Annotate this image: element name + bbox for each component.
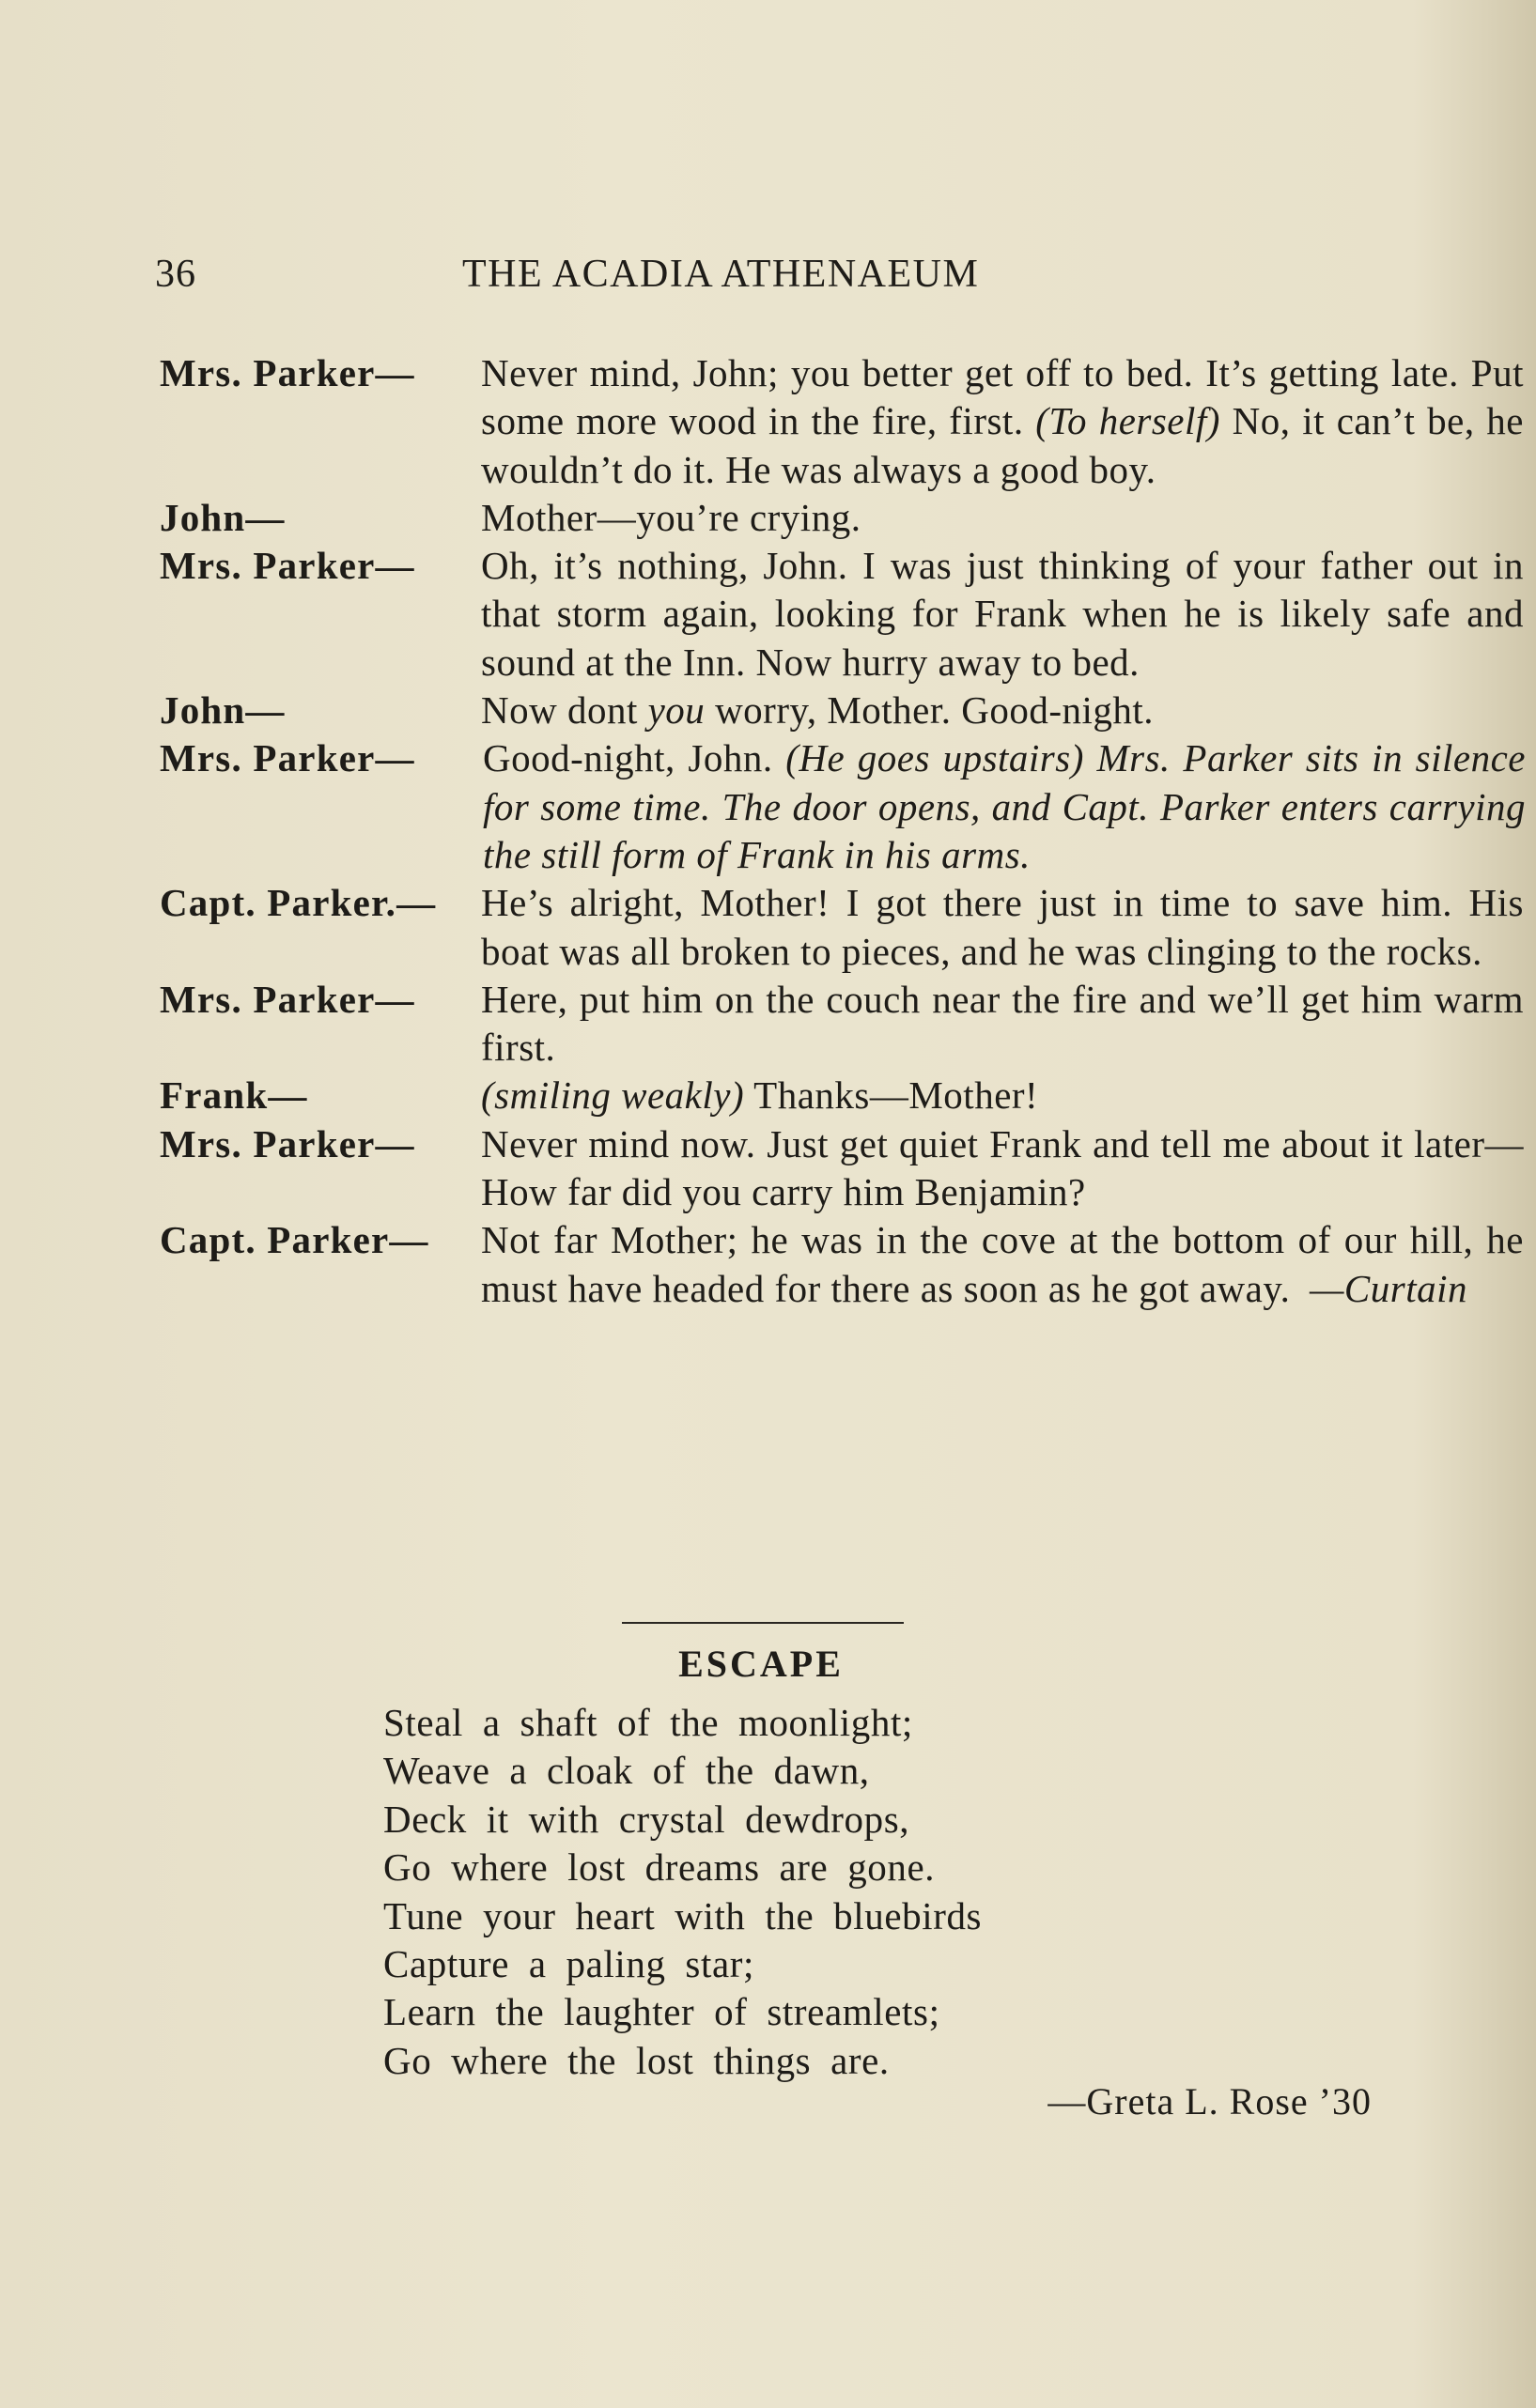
dialogue-line xyxy=(160,976,1524,1073)
poem-line: Capture a paling star; xyxy=(383,1942,755,1986)
dialogue-line xyxy=(160,494,1372,542)
speaker-name: John— xyxy=(160,495,286,539)
poem-attribution: —Greta L. Rose ’30 xyxy=(1047,2080,1372,2122)
speaker-name: Mrs. Parker— xyxy=(160,977,415,1021)
dialogue-line xyxy=(160,542,1524,687)
speech-text: Never mind, John; you better get off to bed. It’s getting late. Put some more wood in the fire, first. (To herself) No, it can’t be, he wouldn’t do it. He was always a good boy. xyxy=(481,351,1524,491)
speech-text: Now dont you worry, Mother. Good-night. xyxy=(481,688,1155,733)
poem-body xyxy=(383,1699,1229,2085)
speech-text: Mother—you’re crying. xyxy=(481,495,861,539)
poem-line: Learn the laughter of streamlets; xyxy=(383,1990,940,2034)
section-divider xyxy=(622,1622,904,1624)
page-number: 36 xyxy=(155,253,196,296)
dialogue-line xyxy=(160,687,1372,734)
page-header xyxy=(155,252,1094,304)
running-title: THE ACADIA ATHENAEUM xyxy=(462,253,980,296)
curtain-cue: —Curtain xyxy=(1309,1266,1467,1310)
dialogue-line xyxy=(160,879,1524,976)
speech-text: (smiling weakly) Thanks—Mother! xyxy=(481,1073,1039,1118)
speaker-name: Frank— xyxy=(160,1073,308,1118)
speaker-name: Capt. Parker.— xyxy=(160,881,437,925)
poem-line: Go where the lost things are. xyxy=(383,2038,890,2082)
speech-text: He’s alright, Mother! I got there just in time to save him. His boat was all broken to pieces, and he was clinging to the rocks. xyxy=(481,881,1524,973)
stage-direction: (smiling weakly) xyxy=(481,1073,745,1118)
speaker-name: Capt. Parker— xyxy=(160,1218,429,1262)
speech-text: Not far Mother; he was in the cove at the bottom of our hill, he must have headed for there as soon as he got away. —Curtain xyxy=(481,1216,1524,1313)
poem-line: Go where lost dreams are gone. xyxy=(383,1845,936,1890)
speech-text: Good-night, John. (He goes upstairs) Mrs. Parker sits in silence for some time. The door opens, and Capt. Parker enters carrying the still form of Frank in his arms. xyxy=(483,736,1527,876)
speaker-name: Mrs. Parker— xyxy=(160,1121,415,1165)
speech-text: Here, put him on the couch near the fire and we’ll get him warm first. xyxy=(481,977,1524,1070)
speaker-name: John— xyxy=(160,688,286,733)
speech-text: Never mind now. Just get quiet Frank and tell me about it later—How far did you carry him Benjamin? xyxy=(481,1121,1524,1214)
speaker-name: Mrs. Parker— xyxy=(160,544,415,588)
speaker-name: Mrs. Parker— xyxy=(160,351,415,394)
dialogue-line xyxy=(160,1072,1372,1119)
poem-title: ESCAPE xyxy=(678,1643,844,1685)
play-dialogue xyxy=(160,349,1527,1313)
dialogue-line xyxy=(160,1216,1524,1313)
dialogue-line xyxy=(160,1120,1524,1217)
speech-text: Oh, it’s nothing, John. I was just thinking of your father out in that storm again, looking for Frank when he is likely safe and sound at the Inn. Now hurry away to bed. xyxy=(481,544,1524,684)
stage-direction: (To herself) xyxy=(1035,399,1220,443)
speaker-name: Mrs. Parker— xyxy=(160,736,415,780)
poem-line: Steal a shaft of the moonlight; xyxy=(383,1701,913,1744)
dialogue-line xyxy=(160,734,1527,879)
dialogue-line xyxy=(160,349,1524,494)
poem-line: Weave a cloak of the dawn, xyxy=(383,1749,870,1793)
poem-line: Tune your heart with the bluebirds xyxy=(383,1893,983,1937)
stage-direction: (He goes upstairs) Mrs. Parker sits in silence for some time. The door opens, and Capt. Parker enters carrying the still form of Frank in his arms. xyxy=(483,736,1527,876)
poem-line: Deck it with crystal dewdrops, xyxy=(383,1797,910,1841)
emphasis-word: you xyxy=(647,688,706,733)
